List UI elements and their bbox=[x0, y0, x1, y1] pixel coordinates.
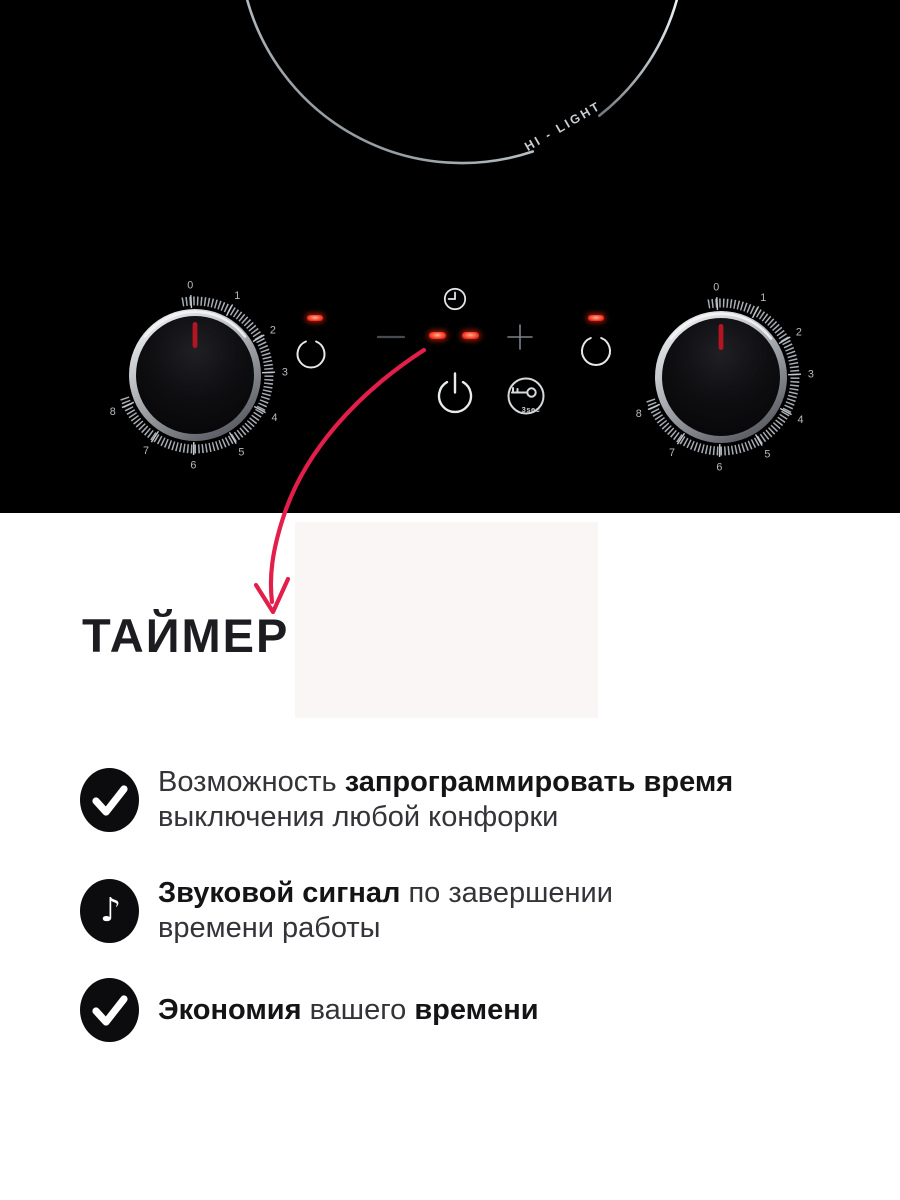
key-hold-duration: 3sec bbox=[521, 405, 541, 414]
svg-text:5: 5 bbox=[238, 446, 245, 459]
check-icon bbox=[80, 768, 139, 832]
burner-ring bbox=[246, 0, 679, 163]
left-burner-knob bbox=[110, 280, 288, 472]
feature-text bbox=[158, 993, 539, 1028]
feature-text-part: вашего bbox=[301, 993, 415, 1026]
key-lock-icon bbox=[509, 379, 544, 415]
svg-text:3: 3 bbox=[807, 368, 814, 381]
svg-text:2: 2 bbox=[795, 326, 802, 339]
feature-item-program-time bbox=[80, 765, 733, 835]
svg-text:6: 6 bbox=[716, 461, 723, 474]
feature-text-part: выключения любой конфорки bbox=[158, 801, 559, 833]
svg-text:1: 1 bbox=[234, 290, 241, 302]
right-burner-indicator-light bbox=[588, 315, 604, 321]
svg-text:5: 5 bbox=[764, 448, 771, 461]
plus-icon bbox=[508, 325, 532, 349]
cooktop-panel bbox=[0, 0, 900, 513]
left-burner-indicator-light bbox=[307, 315, 323, 321]
feature-text-bold: запрограммировать время bbox=[344, 766, 734, 798]
feature-text-part: Возможность bbox=[158, 766, 345, 798]
svg-text:8: 8 bbox=[635, 408, 642, 421]
feature-item-save-time bbox=[80, 978, 539, 1042]
svg-text:6: 6 bbox=[190, 459, 197, 472]
svg-text:8: 8 bbox=[109, 406, 116, 419]
svg-text:0: 0 bbox=[187, 279, 194, 292]
timer-clock-icon bbox=[445, 289, 465, 309]
power-icon bbox=[439, 374, 471, 412]
feature-text-bold: времени bbox=[414, 993, 539, 1026]
background-highlight-block bbox=[295, 522, 598, 718]
feature-text-part: по завершении bbox=[400, 877, 613, 909]
left-burner-indicator-icon bbox=[298, 342, 325, 368]
feature-text-part: времени работы bbox=[158, 912, 381, 944]
feature-text-bold: Звуковой сигнал bbox=[158, 877, 401, 909]
feature-text bbox=[158, 876, 613, 946]
burner-brand-label: HI - LIGHT bbox=[522, 98, 604, 154]
timer-indicator-light-1 bbox=[429, 332, 446, 339]
right-burner-knob bbox=[636, 282, 814, 474]
music-note-glyph: ♪ bbox=[99, 889, 122, 929]
svg-text:2: 2 bbox=[269, 324, 276, 337]
svg-text:4: 4 bbox=[797, 413, 804, 426]
svg-text:1: 1 bbox=[760, 292, 767, 304]
svg-text:3: 3 bbox=[281, 366, 288, 379]
page-title: ТАЙМЕР bbox=[82, 609, 290, 662]
svg-text:4: 4 bbox=[271, 411, 278, 424]
feature-item-sound-signal bbox=[80, 876, 613, 946]
cooktop-controls bbox=[0, 0, 900, 513]
knob-pointer bbox=[193, 322, 198, 348]
timer-indicator-light-2 bbox=[462, 332, 479, 339]
feature-text-bold: Экономия bbox=[158, 993, 302, 1026]
svg-text:0: 0 bbox=[713, 281, 720, 294]
check-icon bbox=[80, 978, 139, 1042]
music-note-icon bbox=[80, 879, 139, 943]
svg-text:7: 7 bbox=[668, 447, 676, 459]
feature-text bbox=[158, 765, 733, 835]
knob-pointer bbox=[719, 324, 724, 350]
svg-text:7: 7 bbox=[142, 445, 150, 457]
right-burner-indicator-icon bbox=[582, 338, 610, 365]
